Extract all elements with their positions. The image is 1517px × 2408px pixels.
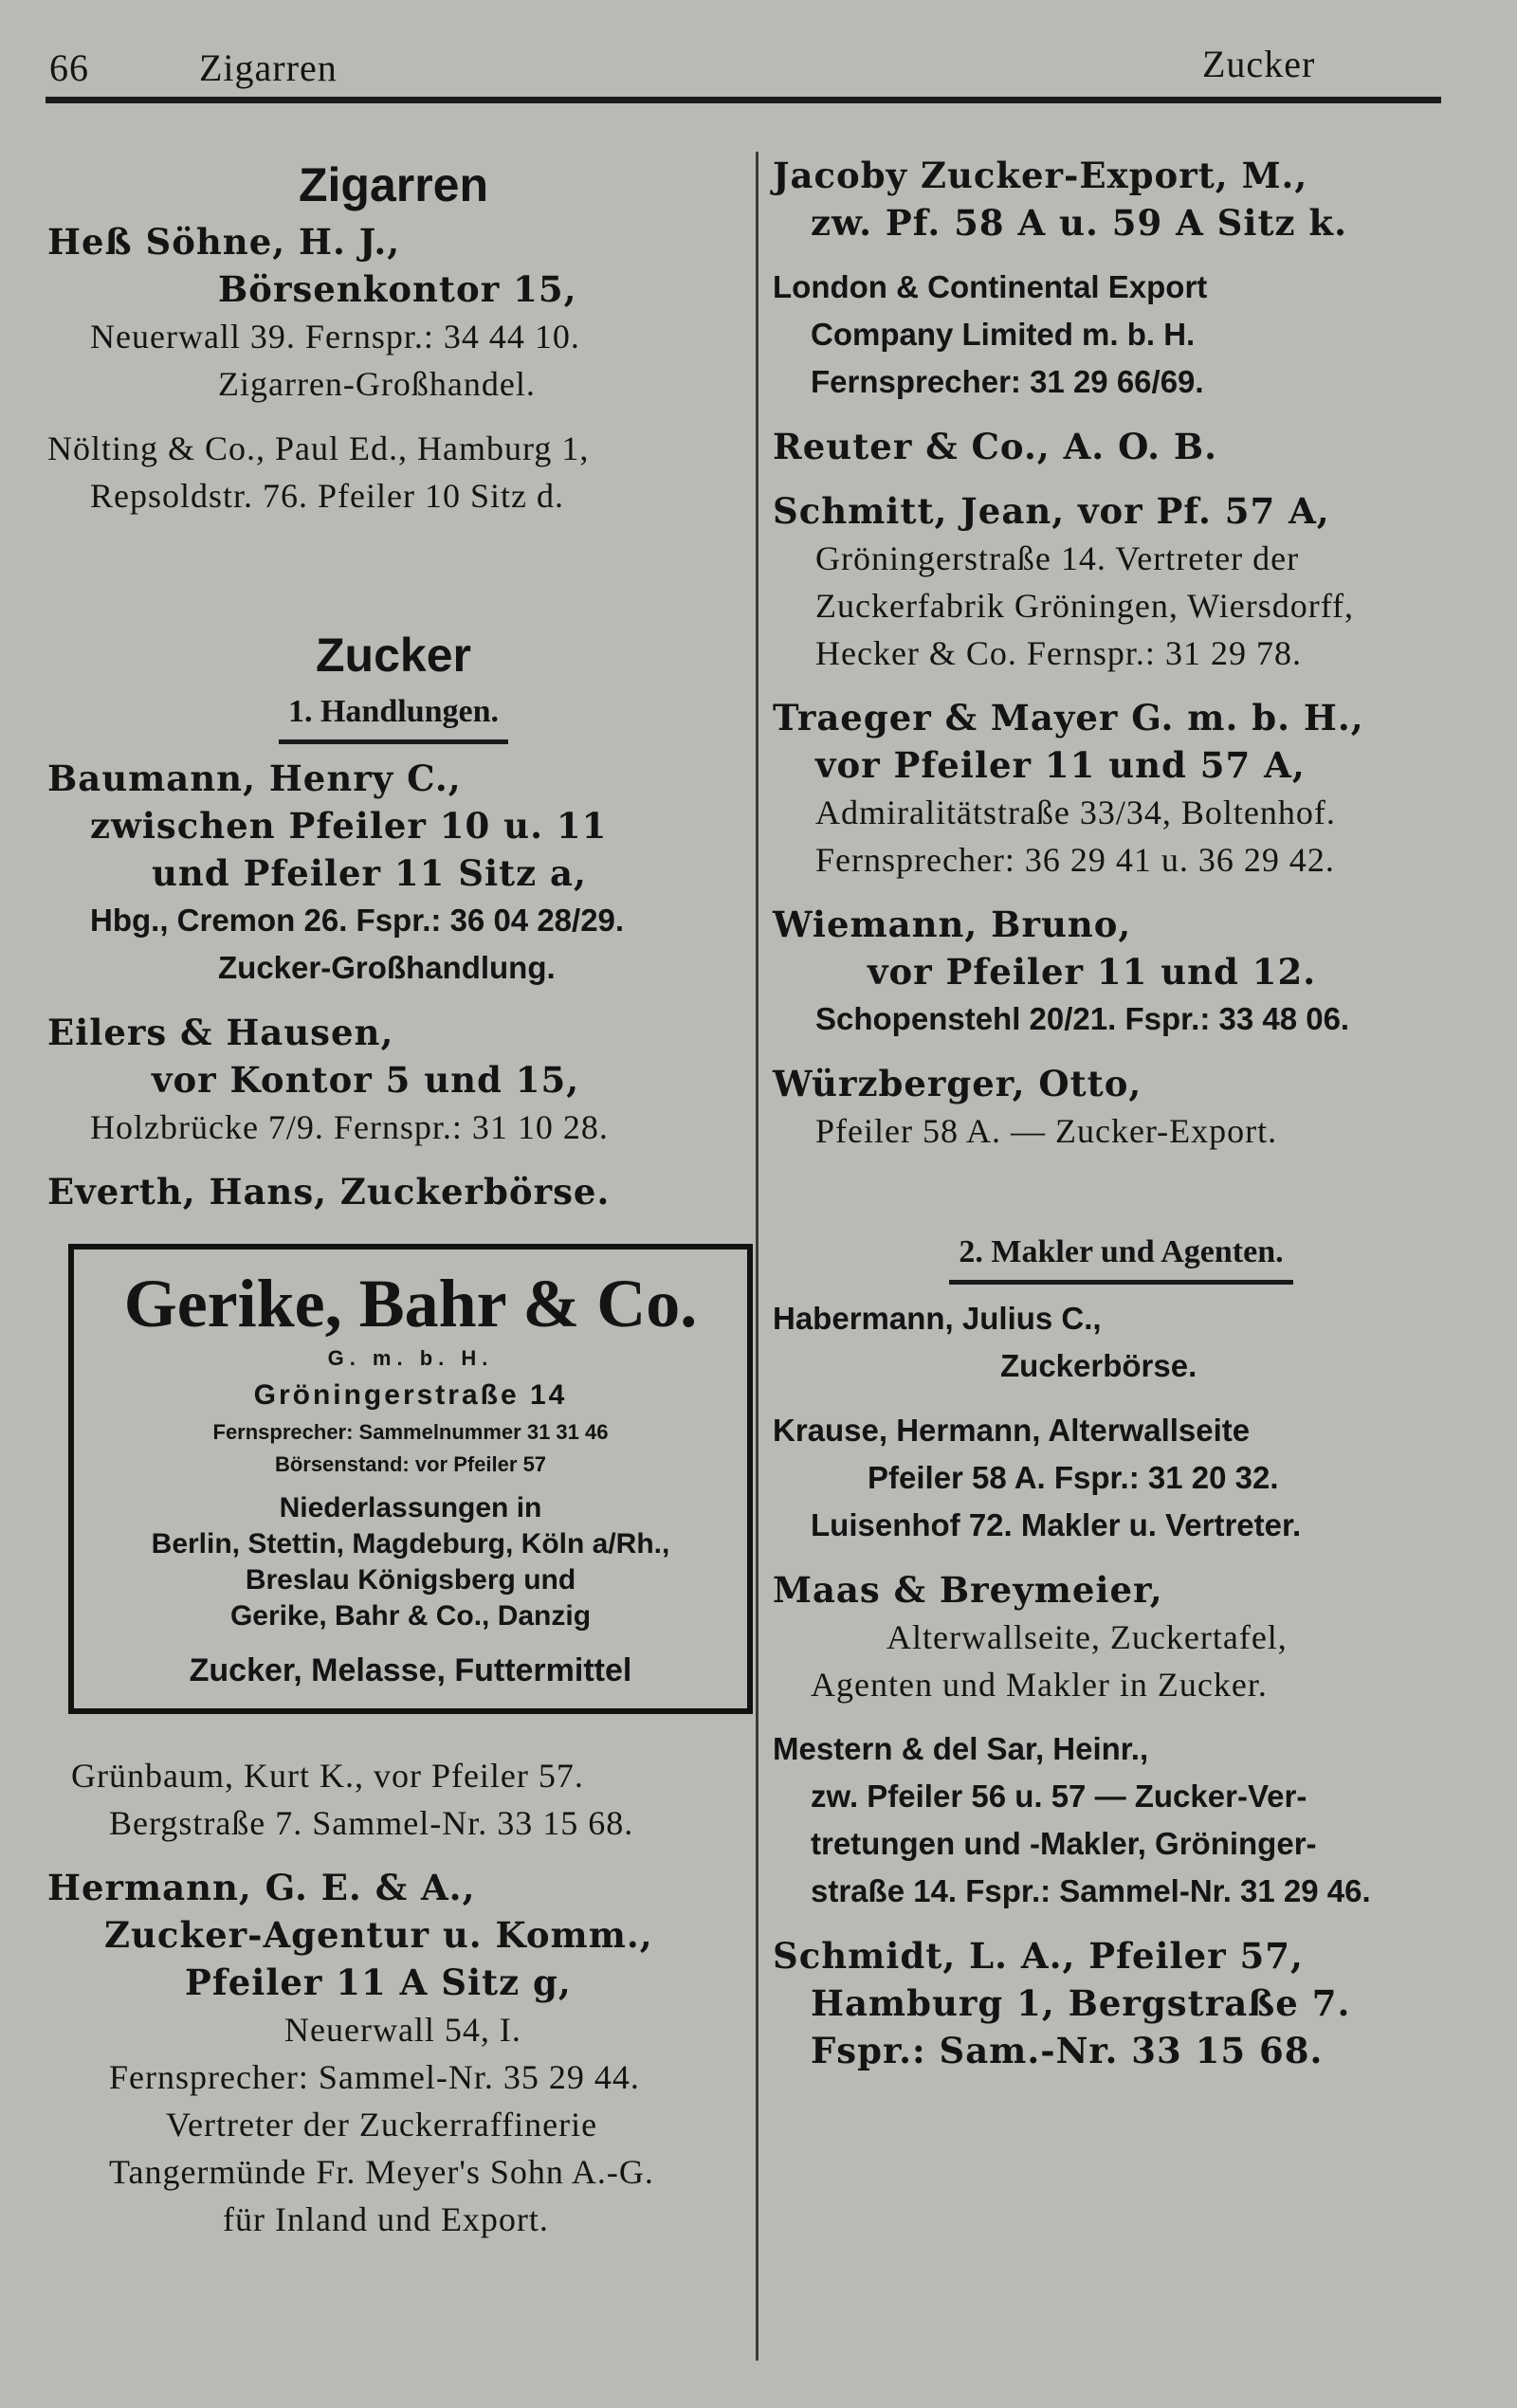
- entry-schmitt: [773, 487, 1470, 677]
- section-heading-zigarren: Zigarren: [298, 158, 489, 211]
- entry-line: vor Kontor 5 und 15,: [152, 1059, 580, 1101]
- subsection-label: 2. Makler und Agenten.: [949, 1229, 1292, 1285]
- entry-line: Repsoldstr. 76. Pfeiler 10 Sitz d.: [90, 477, 564, 515]
- entry-line: Zucker-Agentur u. Komm.,: [104, 1914, 653, 1956]
- entry-hess: [47, 218, 740, 408]
- entry-line: Maas & Breymeier,: [773, 1569, 1163, 1611]
- entry-habermann: [773, 1295, 1470, 1390]
- entry-line: Heß Söhne, H. J.,: [47, 221, 401, 263]
- entry-hermann: [47, 1864, 740, 2243]
- entry-line: Fernsprecher: Sammel-Nr. 35 29 44.: [109, 2058, 640, 2096]
- ad-firm-name: Gerike, Bahr & Co.: [123, 1266, 698, 1341]
- entry-line: Tangermünde Fr. Meyer's Sohn A.-G.: [109, 2153, 654, 2191]
- entry-wuerzberger: [773, 1060, 1470, 1155]
- entry-baumann: [47, 755, 740, 992]
- advertisement-gerike-bahr: [68, 1244, 753, 1714]
- entry-gruenbaum: [47, 1752, 740, 1847]
- entry-jacoby: [773, 152, 1470, 246]
- entry-line: Fspr.: Sam.-Nr. 33 15 68.: [811, 2030, 1324, 2071]
- ad-branches-line: Gerike, Bahr & Co., Danzig: [229, 1600, 592, 1632]
- entry-everth: Everth, Hans, Zuckerbörse.: [47, 1171, 611, 1213]
- subsection-label: 1. Handlungen.: [279, 688, 508, 744]
- entry-line: straße 14. Fspr.: Sammel-Nr. 31 29 46.: [811, 1873, 1371, 1908]
- entry-line: Pfeiler 11 A Sitz g,: [185, 1961, 572, 2003]
- page-number: 66: [49, 46, 89, 89]
- entry-line: Hermann, G. E. & A.,: [47, 1867, 476, 1908]
- entry-line: Traeger & Mayer G. m. b. H.,: [773, 697, 1364, 739]
- entry-line: für Inland und Export.: [223, 2200, 549, 2238]
- entry-line: Fernsprecher: 31 29 66/69.: [811, 364, 1204, 399]
- entry-line: Fernsprecher: 36 29 41 u. 36 29 42.: [815, 841, 1335, 879]
- entry-line: Jacoby Zucker-Export, M.,: [773, 155, 1308, 196]
- entry-mestern: [773, 1725, 1470, 1915]
- entry-line: zw. Pfeiler 56 u. 57 — Zucker-Ver-: [811, 1779, 1307, 1814]
- entry-line: zw. Pf. 58 A u. 59 A Sitz k.: [811, 202, 1347, 244]
- entry-line: Mestern & del Sar, Heinr.,: [773, 1731, 1149, 1766]
- entry-line: London & Continental Export: [773, 269, 1208, 304]
- entry-line: Schmitt, Jean, vor Pf. 57 A,: [773, 490, 1330, 532]
- entry-line: Vertreter der Zuckerraffinerie: [166, 2106, 598, 2143]
- entry-line: Bergstraße 7. Sammel-Nr. 33 15 68.: [109, 1804, 634, 1842]
- entry-line: Agenten und Makler in Zucker.: [811, 1666, 1268, 1704]
- ad-legal-form: G. m. b. H.: [327, 1346, 494, 1370]
- entry-schmidt: [773, 1932, 1470, 2074]
- section-heading-zucker: Zucker: [316, 629, 471, 682]
- left-column: [47, 152, 740, 2260]
- entry-noelting: [47, 425, 740, 520]
- entry-eilers: [47, 1009, 740, 1151]
- entry-line: und Pfeiler 11 Sitz a,: [152, 852, 587, 894]
- entry-traeger: [773, 694, 1470, 884]
- entry-line: Hamburg 1, Bergstraße 7.: [811, 1982, 1351, 2024]
- subsection-makler: [773, 1229, 1470, 1276]
- ad-branches-line: Breslau Königsberg und: [245, 1564, 576, 1596]
- entry-reuter: [773, 423, 1470, 470]
- entry-line: Zigarren-Großhandel.: [218, 365, 536, 403]
- entry-line: Company Limited m. b. H.: [811, 317, 1196, 352]
- entry-line: Pfeiler 58 A. — Zucker-Export.: [815, 1112, 1278, 1150]
- entry-line: Zucker-Großhandlung.: [218, 950, 556, 985]
- column-divider: [756, 152, 758, 2361]
- entry-line: Hecker & Co. Fernspr.: 31 29 78.: [815, 634, 1302, 672]
- running-head-left: Zigarren: [199, 46, 338, 89]
- ad-address: Gröningerstraße 14: [253, 1379, 568, 1411]
- entry-line: Würzberger, Otto,: [773, 1063, 1142, 1104]
- entry-maas: [773, 1566, 1470, 1708]
- ad-phone: Fernsprecher: Sammelnummer 31 31 46: [212, 1420, 609, 1444]
- ad-stand: Börsenstand: vor Pfeiler 57: [274, 1452, 547, 1476]
- entry-krause: [773, 1407, 1470, 1549]
- entry-line: Pfeiler 58 A. Fspr.: 31 20 32.: [868, 1460, 1279, 1495]
- entry-line: Alterwallseite, Zuckertafel,: [886, 1618, 1288, 1656]
- entry-line: Neuerwall 39. Fernspr.: 34 44 10.: [90, 318, 580, 356]
- entry-wiemann: [773, 901, 1470, 1043]
- entry-line: Habermann, Julius C.,: [773, 1301, 1102, 1336]
- entry-line: Krause, Hermann, Alterwallseite: [773, 1413, 1251, 1448]
- entry-line: Reuter & Co., A. O. B.: [773, 426, 1218, 467]
- entry-line: Zuckerbörse.: [1000, 1348, 1197, 1383]
- entry-line: Admiralitätstraße 33/34, Boltenhof.: [815, 794, 1336, 831]
- entry-line: Schopenstehl 20/21. Fspr.: 33 48 06.: [815, 1001, 1350, 1036]
- ad-branches-line: Berlin, Stettin, Magdeburg, Köln a/Rh.,: [151, 1528, 670, 1560]
- entry-line: zwischen Pfeiler 10 u. 11: [90, 805, 608, 847]
- header-rule: [46, 97, 1441, 103]
- ad-goods: Zucker, Melasse, Futtermittel: [189, 1652, 632, 1688]
- running-head-right: Zucker: [1202, 43, 1316, 85]
- entry-line: tretungen und -Makler, Gröninger-: [811, 1826, 1317, 1861]
- entry-line: Eilers & Hausen,: [47, 1012, 394, 1053]
- entry-line: Baumann, Henry C.,: [47, 757, 462, 799]
- entry-line: Zuckerfabrik Gröningen, Wiersdorff,: [815, 587, 1355, 625]
- entry-line: Wiemann, Bruno,: [773, 903, 1132, 945]
- ad-branches-line: Niederlassungen in: [279, 1492, 542, 1523]
- entry-line: vor Pfeiler 11 und 57 A,: [815, 744, 1306, 786]
- entry-line: Grünbaum, Kurt K., vor Pfeiler 57.: [71, 1757, 584, 1795]
- entry-line: Hbg., Cremon 26. Fspr.: 36 04 28/29.: [90, 903, 625, 938]
- entry-line: Schmidt, L. A., Pfeiler 57,: [773, 1935, 1304, 1977]
- entry-line: Nölting & Co., Paul Ed., Hamburg 1,: [47, 429, 590, 467]
- subsection-handlungen: [47, 688, 740, 736]
- entry-line: Gröningerstraße 14. Vertreter der: [815, 539, 1300, 577]
- entry-line: Luisenhof 72. Makler u. Vertreter.: [811, 1507, 1302, 1542]
- entry-line: vor Pfeiler 11 und 12.: [868, 951, 1317, 993]
- entry-line: Holzbrücke 7/9. Fernspr.: 31 10 28.: [90, 1108, 609, 1146]
- entry-london: [773, 264, 1470, 406]
- entry-line: Börsenkontor 15,: [218, 268, 577, 310]
- entry-line: Neuerwall 54, I.: [284, 2011, 521, 2049]
- right-column: [773, 152, 1470, 2091]
